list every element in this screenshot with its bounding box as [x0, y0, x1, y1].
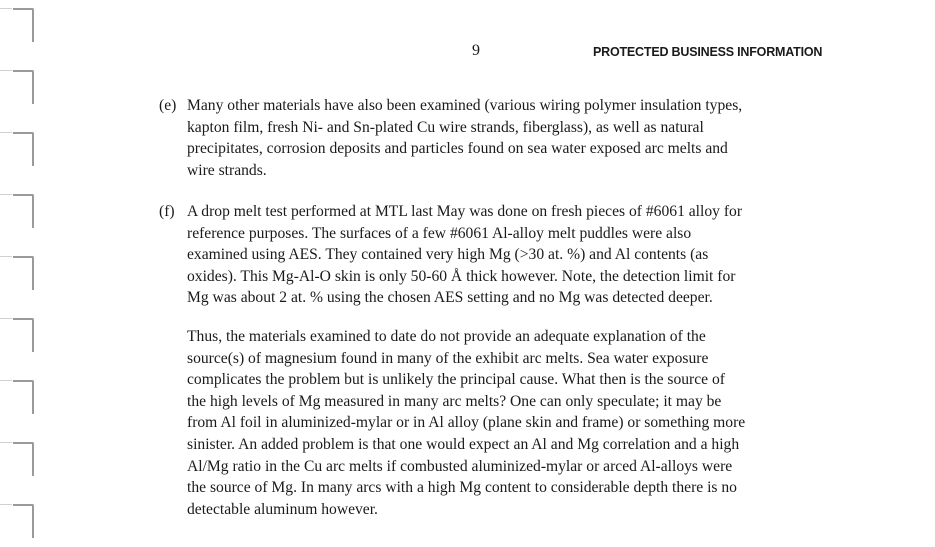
text-line: the source of Mg. In many arcs with a high Mg content to considerable depth there is no	[187, 479, 737, 497]
binder-tab	[13, 256, 34, 290]
text-line: sinister. An added problem is that one would expect an Al and Mg correlation and a high	[187, 435, 740, 453]
text-line: reference purposes. The surfaces of a few #6061 Al-alloy melt puddles were also	[187, 224, 692, 242]
text-line: complicates the problem but is unlikely the principal cause. What then is the source of	[187, 371, 725, 389]
binder-tab	[13, 70, 34, 104]
list-item-text	[187, 201, 742, 309]
text-line: Al/Mg ratio in the Cu arc melts if combusted aluminized-mylar or arced Al-alloys were	[187, 457, 733, 475]
text-line: A drop melt test performed at MTL last May was done on fresh pieces of #6061 alloy for	[187, 203, 743, 220]
text-line: Many other materials have also been examined (various wiring polymer insulation types,	[187, 97, 743, 114]
text-line: Thus, the materials examined to date do not provide an adequate explanation of the	[187, 328, 706, 345]
text-line: the high levels of Mg measured in many arc melts? One can only speculate; it may be	[187, 392, 722, 410]
text-line: from Al foil in aluminized-mylar or in Al alloy (plane skin and frame) or something more	[187, 414, 746, 432]
list-marker: (e)	[159, 97, 177, 114]
text-line: kapton film, fresh Ni- and Sn-plated Cu wire strands, fiberglass), as well as natural	[187, 118, 704, 136]
binder-tab	[13, 132, 34, 166]
list-item-text	[187, 95, 742, 181]
text-line: precipitates, corrosion deposits and particles found on sea water exposed arc melts and	[187, 140, 728, 158]
text-line: examined using AES. They contained very high Mg (>30 at. %) and Al contents (as	[187, 246, 709, 264]
binder-tab	[13, 442, 34, 476]
binder-tab	[13, 318, 34, 352]
page-number: 9	[472, 42, 480, 59]
list-marker: (f)	[159, 203, 175, 220]
binder-tab	[13, 194, 34, 228]
text-line: wire strands.	[187, 161, 267, 179]
binder-tab	[13, 380, 34, 414]
text-line: oxides). This Mg-Al-O skin is only 50-60 Å thick however. Note, the detection limit for	[187, 267, 736, 285]
text-line: detectable aluminum however.	[187, 500, 378, 518]
conclusion-paragraph	[187, 326, 745, 520]
binder-tab	[13, 8, 34, 42]
binder-tabs	[0, 0, 40, 547]
protected-info-header: PROTECTED BUSINESS INFORMATION	[593, 45, 823, 59]
binder-tab	[13, 504, 34, 538]
text-line: source(s) of magnesium found in many of the exhibit arc melts. Sea water exposure	[187, 349, 709, 367]
text-line: Mg was about 2 at. % using the chosen AES setting and no Mg was detected deeper.	[187, 289, 713, 307]
